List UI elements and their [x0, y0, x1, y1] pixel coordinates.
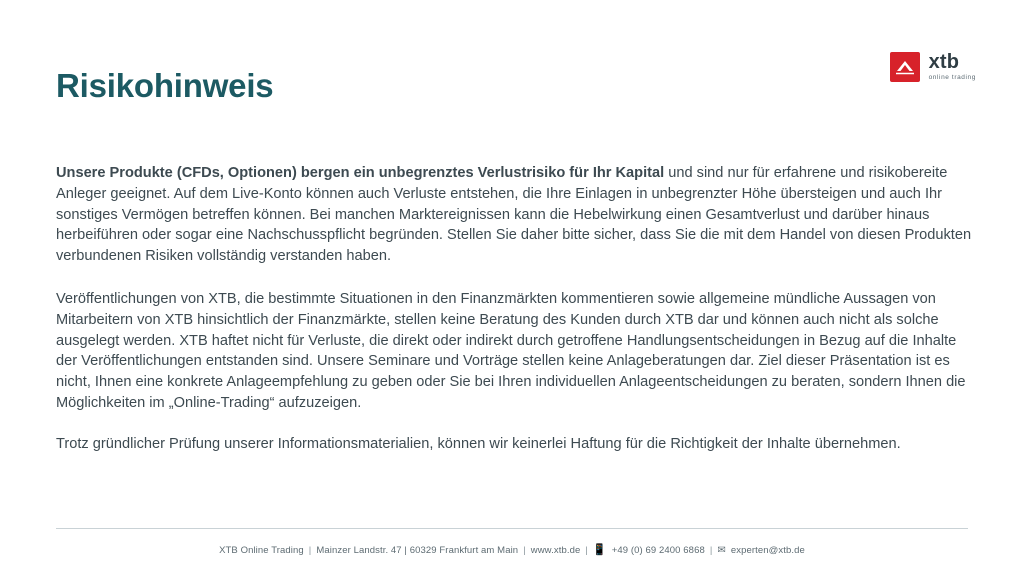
footer-divider — [56, 528, 968, 529]
paragraph-1-rest: und sind nur für erfahrene und risikobereite Anleger geeignet. Auf dem Live-Konto können auch Verluste entstehen, die Ihre Einlagen in unbegrenzter Höhe übersteigen und auch Ihr sonstiges Vermögen betreffen können. Bei manchen Marktereignissen kann die Hebelwirkung einen Gesamtverlust und darüber hinaus herbeiführen oder sogar eine Nachschusspflicht begründen. Stellen Sie daher bitte sicher, dass Sie die mit dem Handel von diesen Produkten verbundenen Risiken vollständig verstanden haben. — [56, 165, 972, 265]
footer-phone: +49 (0) 69 2400 6868 — [611, 545, 705, 556]
paragraph-1-bold-lead: Unsere Produkte (CFDs, Optionen) bergen ein unbegrenztes Verlustrisiko für Ihr Kapital — [56, 165, 665, 181]
xtb-logo — [890, 52, 976, 82]
paragraph-2: Veröffentlichungen von XTB, die bestimmte Situationen in den Finanzmärkten kommentieren sowie allgemeine mündliche Aussagen von Mitarbeitern von XTB hinsichtlich der Finanzmärkte, stellen keine Beratung des Kunden durch XTB dar und können auch nicht als solche ausgelegt werden. XTB haftet nicht für Verluste, die direkt oder indirekt durch getroffene Handlungsentscheidungen in Bezug auf die Inhalte der Veröffentlichungen entstanden sind. Unsere Seminare und Vorträge stellen keine Anlageberatungen dar. Ziel dieser Präsentation ist es nicht, Ihnen eine konkrete Anlageempfehlung zu geben oder Sie bei Ihren individuellen Anlageentscheidungen zu beraten, sondern Ihnen die Möglichkeiten im „Online-Trading“ aufzuzeigen. — [56, 290, 966, 411]
footer-separator: | — [308, 545, 312, 556]
footer-separator: | — [523, 545, 526, 556]
footer-separator: | — [709, 545, 713, 556]
footer — [0, 545, 1024, 556]
disclaimer-content — [56, 163, 976, 455]
xtb-logo-word: xtb — [928, 51, 960, 74]
footer-email[interactable]: experten@xtb.de — [730, 545, 805, 556]
envelope-icon: ✉ — [717, 545, 726, 556]
xtb-logo-tagline: online trading — [928, 74, 976, 82]
footer-separator: | — [585, 545, 588, 556]
footer-website[interactable]: www.xtb.de — [530, 545, 581, 556]
mobile-phone-icon: 📱 — [592, 544, 607, 556]
xtb-logo-text — [929, 52, 976, 82]
footer-company: XTB Online Trading — [219, 545, 304, 556]
paragraph-1 — [56, 163, 976, 267]
footer-address: Mainzer Landstr. 47 | 60329 Frankfurt am Main — [316, 545, 519, 556]
paragraph-3: Trotz gründlicher Prüfung unserer Informationsmaterialien, können wir keinerlei Haftung für die Richtigkeit der Inhalte übernehmen. — [56, 435, 901, 452]
page-title: Risikohinweis — [56, 67, 274, 105]
xtb-logo-icon — [890, 52, 920, 82]
